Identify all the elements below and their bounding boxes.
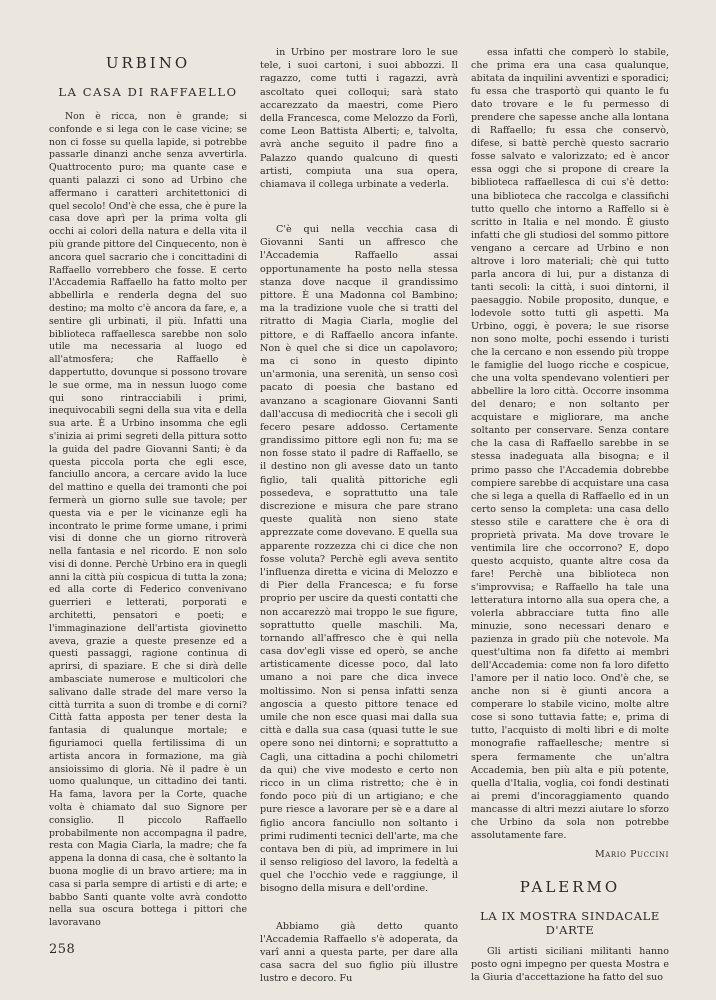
palermo-heading: PALERMO: [519, 877, 621, 896]
page-number: 258: [49, 942, 76, 957]
urbino-article-title: LA CASA DI RAFFAELLO: [58, 85, 238, 99]
urbino-paragraph-2: in Urbino per mostrare loro le sue tele, i suoi cartoni, i suoi abbozzi. Il ragazzo, come tutti i ragazzi, avrà ascoltato quei colloqui; sarà stato accarezzato da maestri, come Piero della Francesca, come Melozzo da Forlì, come Leon Battista Alberti; e, talvolta, avrà anche seguito il padre fino a Palazzo quando qualcuno di questi artisti, compiuta una sua opera, chiamava il collega urbinate a vederla.: [260, 47, 458, 190]
palermo-article-title: LA IX MOSTRA SINDACALE D'ARTE: [480, 908, 660, 937]
column-2: [260, 46, 458, 986]
urbino-paragraph-4: Abbiamo già detto quanto l'Accademia Raffaello s'è adoperata, da varî anni a questa parte, per dare alla casa sacra del suo figlio più illustre lustro e decoro. Fu: [260, 920, 458, 985]
urbino-heading: URBINO: [105, 54, 191, 72]
column-1: [49, 46, 247, 930]
author-signature: Mario Puccini: [594, 848, 669, 860]
urbino-paragraph-1: Non è ricca, non è grande; si confonde e si lega con le case vicine; se non ci fosse su quella lapide, si potrebbe passarle dinanzi anche senza avvertirla. Quattrocento puro; ma quante case e quanti palazzi ci sono ad Urbino che affermano i caratteri architettonici di quel secolo! Ond'è che essa, che è pure la casa dove aprì per la prima volta gli occhi ai colori della natura e della vita il più grande pittore del Cinquecento, non è ancora quel sacrario che i concittadini di Raffaello vorrebbero che fosse. E certo l'Accademia Raffaello ha fatto molto per abbellirla e renderla degna del suo destino; ma molto c'è ancora da fare, e, a sentire gli urbinati, il più. Infatti una biblioteca raffaellesca sarebbe non solo utile ma necessaria al luogo ed all'atmosfera; che Raffaello è dappertutto, dovunque si possono trovare le sue orme, ma in nessun luogo come qui sono rintracciabili i primi, inequivocabili segni della sua vita e della sua arte. È a Urbino insomma che egli s'inizia ai primi segreti della pittura sotto la guida del padre Giovanni Santi; è da questa piccola porta che egli esce, fanciullo ancora, a cercare avido la luce del mattino e quella dei tramonti che poi fermerà un giorno sulle sue tavole; per questa via e per le vicinanze egli ha incontrato le prime forme umane, i primi visi di donne che un giorno ritroverà nella fantasia e nel ricordo. E non solo visi di donne. Perchè Urbino era in quegli anni la città più cospicua di tutta la zona; ed alla corte di Federico convenivano guerrieri e letterati, porporati e architetti, pensatori e poeti; e l'immaginazione dell'artista giovinetto aveva, grazie a queste presenze ed a questi passaggi, ragione continua di aprirsi, di spaziare. E che si dirà delle ambasciate numerose e multicolori che salivano dalle strade del mare verso la città turrita a suon di trombe e di corni? Città fatta apposta per tener desta la fantasia di qualunque mortale; e figuriamoci quella fertilissima di un artista ancora in formazione, ma già ansioissimo di gloria. Nè il padre è un uomo qualunque, un cittadino dei tanti. Ha fama, lavora per la Corte, quache volta è chiamato dal suo Signore per consiglio. Il piccolo Raffaello probabilmente non accompagna il padre, resta con Magia Ciarla, la madre; che fa appena la donna di casa, che è soltanto la buona moglie di un bravo artiere; ma in casa si parla sempre di artisti e di arte; e babbo Santi quante volte avrà condotto nella sua oscura bottega i pittori che lavoravano: [49, 111, 247, 929]
palermo-paragraph-1: Gli artisti siciliani militanti hanno posto ogni impegno per questa Mostra e la Giuria d'accettazione ha fatto del suo: [471, 945, 669, 983]
urbino-paragraph-5: essa infatti che comperò lo stabile, che prima era una casa qualunque, abitata da inquilini avventizi e sporadici; fu essa che trasportò qui quanto le fu dato trovare e le fu permesso di prendere che sapesse anche alla lontana di Raffaello; fu essa che conservò, difese, si battè perchè questo sacrario fosse salvato e valorizzato; ed è ancor essa oggi che si propone di creare la biblioteca raffaellesca di cui s'è detto: una biblioteca che raccolga e classifichi tutto quello che intorno a Raffello si è scritto in Italia e nel mondo. È giusto infatti che gli studiosi del sommo pittore vengano a cercare ad Urbino e non altrove i loro materiali; chè qui tutto parla ancora di lui, pur a distanza di tanti secoli: la città, i suoi dintorni, il paesaggio. Nobile proposito, dunque, e lodevole sotto tutti gli aspetti. Ma Urbino, oggi, è povera; le sue risorse non sono molte, pochi essendo i turisti che la cercano e non essendo più troppe le famiglie del luogo ricche e cospicue, che una volta spendevano volentieri per abbellire la loro città. Occorre insomma del denaro; e non soltanto per acquistare e migliorare, ma anche soltanto per conservare. Senza contare che la casa di Raffaello sarebbe in se stessa inadeguata alla bisogna; e il primo passo che l'Accademia dobrebbe compiere sarebbe di acquistare una casa che si lega a quella di Raffaello ed in un certo senso la completa: una casa dello stesso stile e carattere che è ora di proprietà privata. Ma dove trovare le ventimila lire che occorrono? E, dopo questo acquisto, quante altre cosa da fare! Perchè una biblioteca non s'improvvisa; e Raffaello ha tale una letteratura intorno alla sua opera che, a volerla abbracciare tutta fino alle minuzie, sono necessari denaro e pazienza in grado più che notevole. Ma quest'ultima non fa difetto ai membri dell'Accademia: come non fa loro difetto l'amore per il natio loco. Ond'è che, se anche non si è giunti ancora a comperare lo stabile vicino, molte altre cose si sono tuttavia fatte; e, prima di tutto, l'acquisto di molti libri e di molte monografie raffaellesche; mentre si spera fermamente che un'altra Accademia, ben più alta e più potente, quella d'Italia, voglia, coi fondi destinati ai premi d'incoraggiamento quando mancasse di altri mezzi aiutare lo sforzo che Urbino da sola non potrebbe assolutamente fare.: [471, 47, 669, 841]
urbino-paragraph-3: C'è qui nella vecchia casa di Giovanni Santi un affresco che l'Accademia Raffaello assai opportunamente ha posto nella stessa stanza dove nacque il grandissimo pittore. È una Madonna col Bambino; ma la tradizione vuole che si tratti del ritratto di Magia Ciarla, moglie del pittore, e di Raffaello ancora infante. Non è quel che si dice un capolavoro; ma ci sono in questo dipinto un'armonia, una serenità, un senso così pacato di poesia che bastano ed avanzano a scagionare Giovanni Santi dall'accusa di mediocrità che i secoli gli fecero pesare addosso. Certamente grandissimo pittore egli non fu; ma se non fosse stato il padre di Raffaello, se il destino non gli avesse dato un tanto figlio, tali qualità pittoriche egli possedeva, e soprattutto una tale discrezione e misura che pare strano queste qualità non sieno state apprezzate come dovevano. E quella sua apparente rozzezza chi ci dice che non fosse voluta? Perchè egli aveva sentito l'influenza diretta e vicina di Melozzo e di Pier della Francesca; e fu forse proprio per uscire da questi contatti che non accarezzò mai troppo le sue figure, soprattutto quelle maschili. Ma, tornando all'affresco che è qui nella casa dov'egli visse ed operò, se anche artisticamente dicesse poco, dal lato umano a noi pare che dica invece moltissimo. Non si pensa infatti senza angoscia a questo pittore tenace ed umile che non esce quasi mai dalla sua città e dalla sua casa (quasi tutte le sue opere sono nei dintorni; e soprattutto a Cagli, una cittadina a pochi chilometri da qui) che vive modesto e certo non ricco in un clima ristretto; che è in fondo poco più di un artigiano; e che pure riesce a lavorare per sè e a dare al figlio ancora fanciullo non soltanto i primi rudimenti tecnici dell'arte, ma che contava ben di più, ad imprimere in lui il senso religioso del lavoro, la fedeltà a quel che l'occhio vede e raggiunge, il bisogno della misura e dell'ordine.: [260, 224, 458, 895]
column-3: [471, 46, 669, 984]
